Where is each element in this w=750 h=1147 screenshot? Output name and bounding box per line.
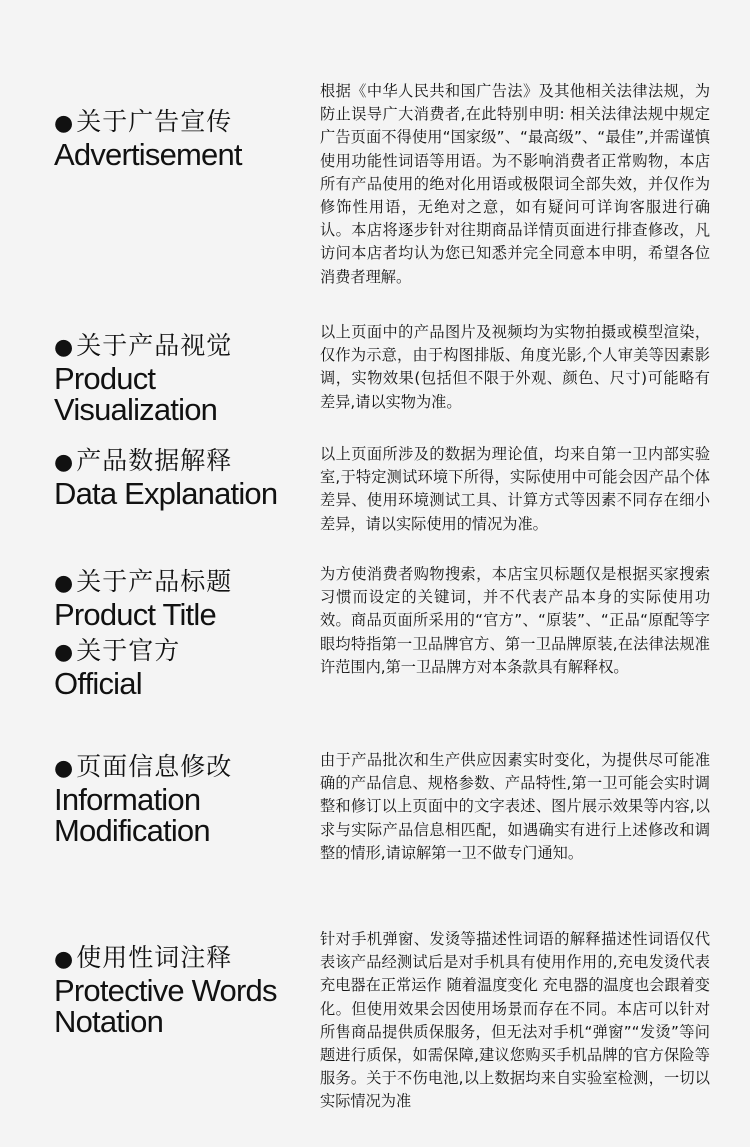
heading-zh: ●关于官方 (54, 636, 181, 665)
bullet-icon: ● (54, 571, 75, 596)
section-body-text: 以上页面所涉及的数据为理论值，均来自第一卫内部实验室,于特定测试环境下所得，实际使用中可能会因产品个体差异、使用环境测试工具、计算方式等因素不同存在细小差异，请以实际使用的情况为准。 (320, 445, 710, 533)
heading-zh: ●使用性词注释 (54, 943, 233, 972)
heading-block (54, 636, 304, 699)
heading-block (54, 567, 304, 630)
section-body-text: 针对手机弹窗、发烫等描述性词语的解释描述性词语仅代表该产品经测试后是对手机具有使用作用的,充电发烫代表充电器在正常运作 随着温度变化 充电器的温度也会跟着变化。但使用效果会因使用场景而存在不同。本店可以针对所售商品提供质保服务，但无法对手机“弹窗”“发烫”等问题进行质保，如需保障,建议您购买手机品牌的官方保险等服务。关于不伤电池,以上数据均来自实验室检测，一切以实际情况为准 (320, 930, 710, 1111)
heading-block (54, 752, 304, 846)
heading-en: Protective Words Notation (54, 973, 277, 1039)
heading-block (54, 107, 304, 170)
heading-block (54, 446, 304, 509)
heading-en: Product Title (54, 597, 216, 632)
bullet-icon: ● (54, 335, 75, 360)
heading-zh: ●关于产品标题 (54, 567, 233, 596)
heading-en: Data Explanation (54, 476, 278, 511)
heading-zh: ●产品数据解释 (54, 446, 233, 475)
heading-en: Advertisement (54, 137, 242, 172)
heading-en: Information Modification (54, 782, 210, 848)
section-heading (54, 446, 304, 515)
section-body-text: 由于产品批次和生产供应因素实时变化，为提供尽可能准确的产品信息、规格参数、产品特性,第一卫可能会实时调整和修订以上页面中的文字表述、图片展示效果等内容,以求与实际产品信息相匹配，如遇确实有进行上述修改和调整的情形,请谅解第一卫不做专门通知。 (320, 751, 710, 862)
section-heading (54, 331, 304, 431)
heading-en: Product Visualization (54, 361, 218, 427)
section-heading (54, 752, 304, 852)
bullet-icon: ● (54, 111, 75, 136)
section-body-text: 以上页面中的产品图片及视频均为实物拍摄或模型渲染，仅作为示意，由于构图排版、角度光影,个人审美等因素影调，实物效果(包括但不限于外观、颜色、尺寸)可能略有差异,请以实物为准。 (320, 323, 710, 411)
heading-zh: ●关于广告宣传 (54, 107, 233, 136)
section-heading (54, 107, 304, 176)
section-body-text: 根据《中华人民共和国广告法》及其他相关法律法规，为防止误导广大消费者,在此特别申明: 相关法律法规中规定广告页面不得使用“国家级”、“最高级”、“最佳”,并需谨慎使用功能性词语等用语。为不影响消费者正常购物，本店所有产品使用的绝对化用语或极限词全部失效，并仅作为修饰性用语，无绝对之意，如有疑问可详询客服进行确认。本店将逐步针对往期商品详情页面进行排查修改，凡访问本店者均认为您已知悉并完全同意本申明，希望各位消费者理解。 (320, 82, 710, 286)
bullet-icon: ● (54, 947, 75, 972)
section-heading (54, 567, 304, 705)
section-heading (54, 943, 304, 1043)
heading-block (54, 943, 304, 1037)
section-body-text: 为方使消费者购物搜索，本店宝贝标题仅是根据买家搜索习惯而设定的关键词，并不代表产品本身的实际使用功效。商品页面所采用的“官方”、“原装”、“正品“原配等字眼均特指第一卫品牌官方、第一卫品牌原装,在法律法规准许范围内,第一卫品牌方对本条款具有解释权。 (320, 565, 710, 676)
heading-block (54, 331, 304, 425)
heading-zh: ●页面信息修改 (54, 752, 233, 781)
heading-zh: ●关于产品视觉 (54, 331, 233, 360)
bullet-icon: ● (54, 756, 75, 781)
bullet-icon: ● (54, 450, 75, 475)
bullet-icon: ● (54, 640, 75, 665)
heading-en: Official (54, 666, 142, 701)
